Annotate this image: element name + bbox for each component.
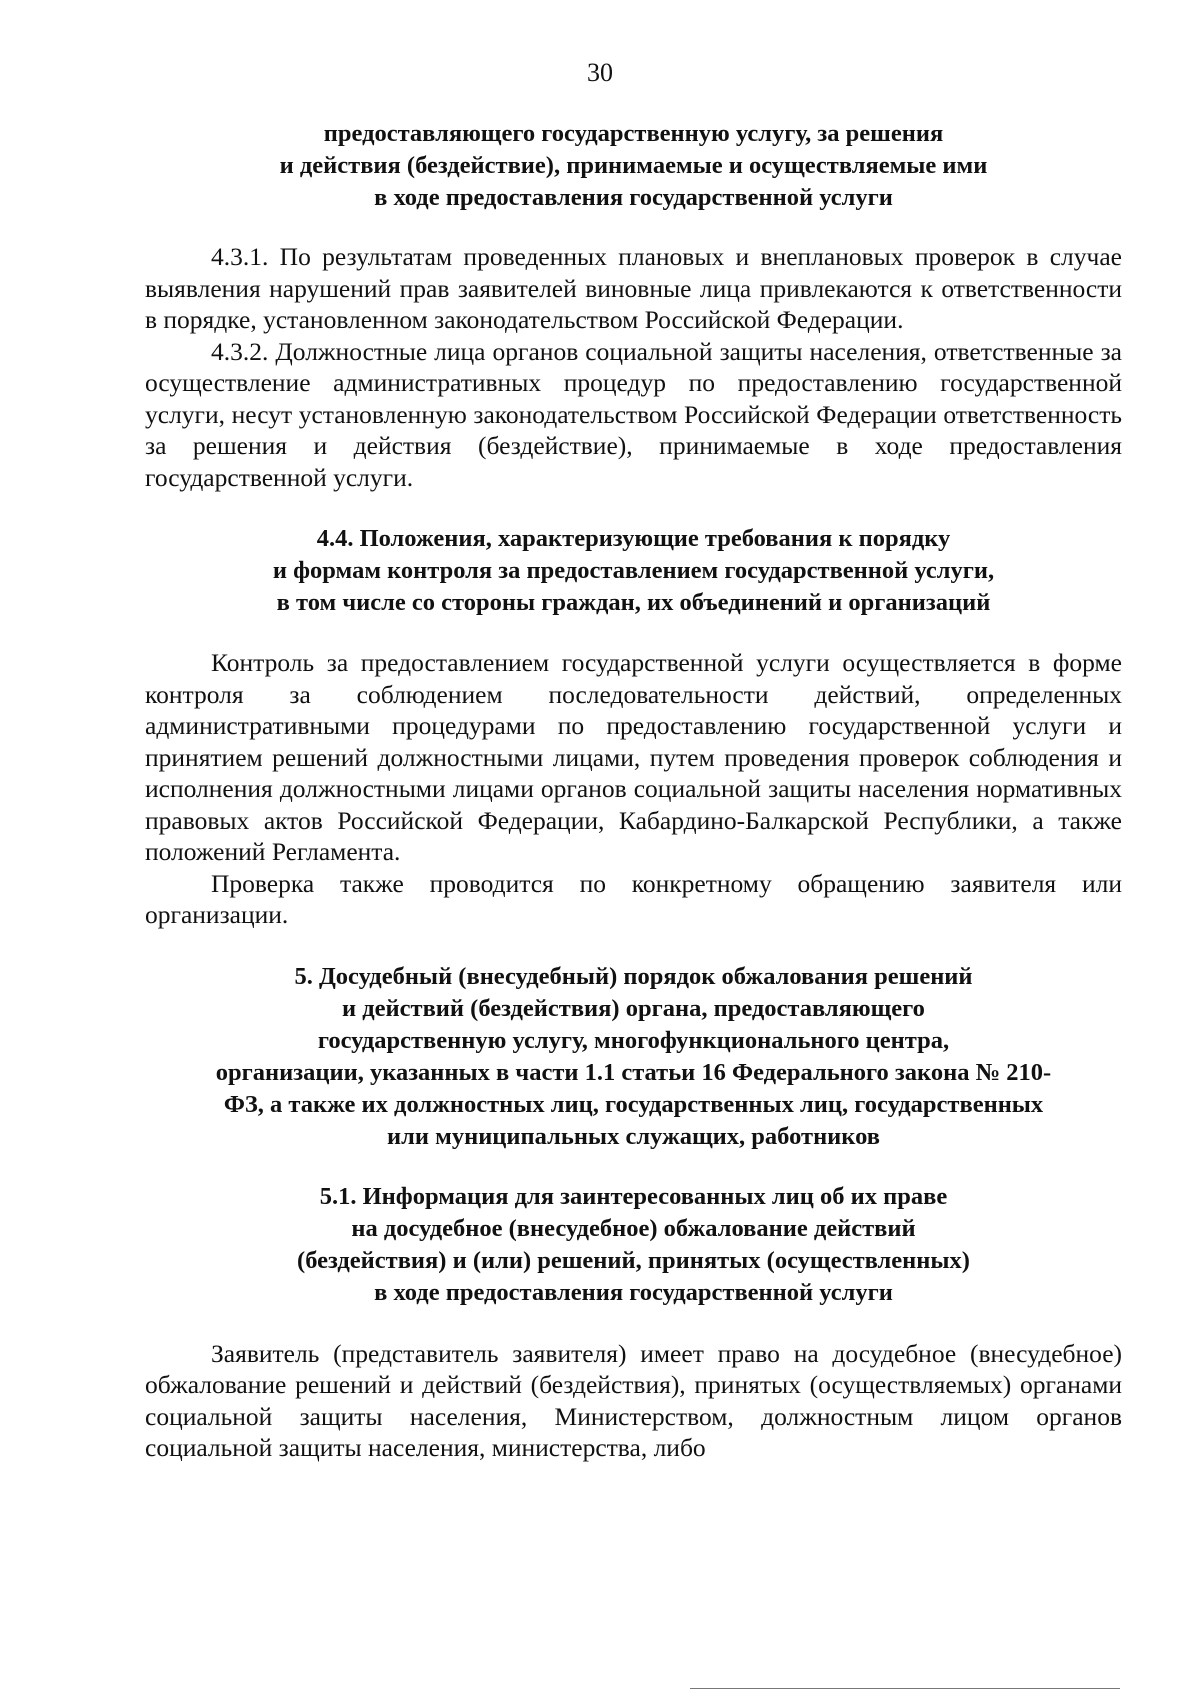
heading-line: 5. Досудебный (внесудебный) порядок обжалования решений xyxy=(294,962,973,990)
page-content xyxy=(145,118,1122,1464)
heading-line: организации, указанных в части 1.1 статьи 16 Федерального закона № 210- xyxy=(215,1058,1052,1086)
page-number: 30 xyxy=(587,58,613,87)
heading-line: 4.4. Положения, характеризующие требования к порядку xyxy=(316,525,951,552)
heading-5-1 xyxy=(145,1181,1122,1309)
heading-line: и формам контроля за предоставлением государственной услуги, xyxy=(272,557,995,584)
heading-line: или муниципальных служащих, работников xyxy=(387,1122,880,1150)
footer-rule xyxy=(690,1688,1120,1689)
heading-line: в том числе со стороны граждан, их объединений и организаций xyxy=(276,589,991,616)
paragraph-check: Проверка также проводится по конкретному обращению заявителя или организации. xyxy=(145,868,1122,929)
heading-line: в ходе предоставления государственной услуги xyxy=(374,1278,893,1306)
heading-line: предоставляющего государственную услугу, за решения xyxy=(323,120,944,147)
heading-section-5 xyxy=(145,961,1122,1153)
heading-line: и действий (бездействия) органа, предоставляющего xyxy=(342,994,925,1022)
heading-continuation xyxy=(145,118,1122,214)
paragraph-applicant: Заявитель (представитель заявителя) имеет право на досудебное (внесудебное) обжалование решений и действий (бездействия), принятых (осуществляемых) органами социальной защиты населения, Министерством, должностным лицом органов социальной защиты населения, министерства, либо xyxy=(145,1338,1122,1462)
heading-line: на досудебное (внесудебное) обжалование действий xyxy=(351,1214,916,1242)
heading-4-4 xyxy=(145,523,1122,619)
heading-line: государственную услугу, многофункционального центра, xyxy=(317,1026,950,1054)
heading-line: ФЗ, а также их должностных лиц, государственных лиц, государственных xyxy=(223,1090,1044,1118)
paragraph-4-3-2: 4.3.2. Должностные лица органов социальной защиты населения, ответственные за осуществление административных процедур по предоставлению государственной услуги, несут установленную законодательством Российской Федерации ответственность за решения и действия (бездействие), принимаемые в ходе предоставления государственной услуги. xyxy=(145,336,1122,492)
heading-line: 5.1. Информация для заинтересованных лиц об их праве xyxy=(319,1182,948,1210)
heading-line: и действия (бездействие), принимаемые и осуществляемые ими xyxy=(279,152,988,179)
paragraph-control: Контроль за предоставлением государственной услуги осуществляется в форме контроля за соблюдением последовательности действий, определенных административными процедурами по предоставлению государственной услуги и принятием решений должностными лицами, путем проведения проверок соблюдения и исполнения должностными лицами органов социальной защиты населения нормативных правовых актов Российской Федерации, Кабардино-Балкарской Республики, а также положений Регламента. xyxy=(145,648,1122,866)
heading-line: в ходе предоставления государственной услуги xyxy=(374,184,893,211)
heading-line: (бездействия) и (или) решений, принятых (осуществленных) xyxy=(297,1246,970,1274)
paragraph-4-3-1: 4.3.1. По результатам проведенных плановых и внеплановых проверок в случае выявления нарушений прав заявителей виновные лица привлекаются к ответственности в порядке, установленном законодательством Российской Федерации. xyxy=(145,242,1122,334)
